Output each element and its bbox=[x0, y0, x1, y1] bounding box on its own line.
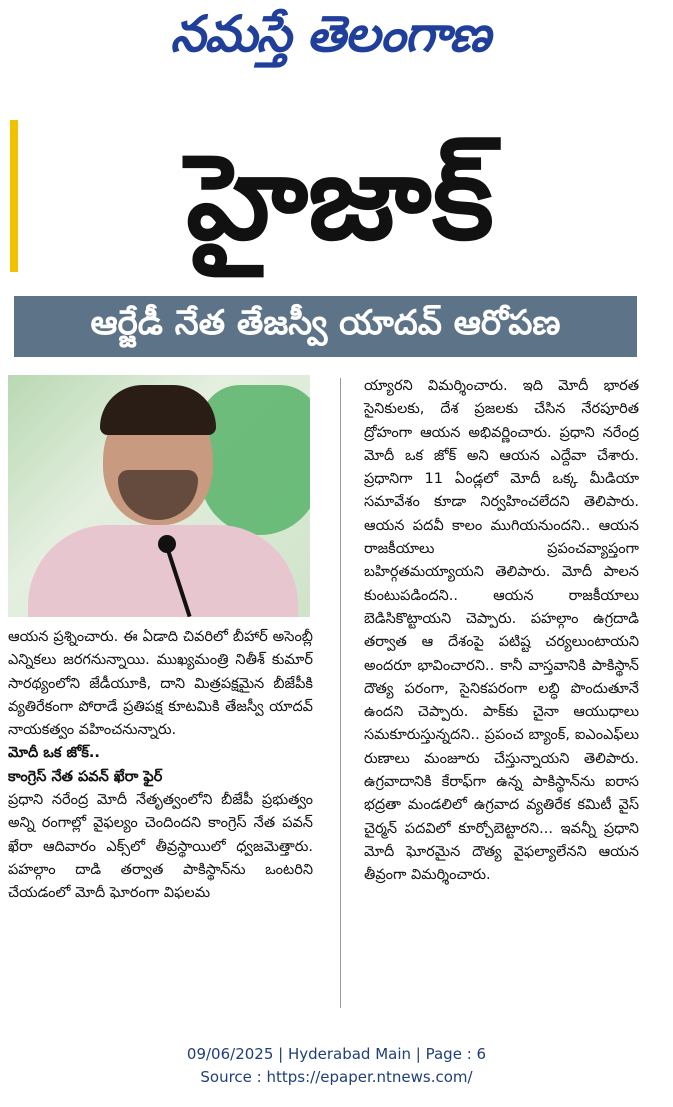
article-paragraph: య్యారని విమర్శించారు. ఇది మోదీ భారత సైనికులకు, దేశ ప్రజలకు చేసిన నేరపూరిత ద్రోహంగా ఆయన అభివర్ణించారు. ప్రధాని నరేంద్ర మోదీ ఒక జోక్ అని ఆయన ఎద్దేవా చేశారు. ప్రధానిగా 11 ఏండ్లలో మోదీ ఒక్క మీడియా సమావేశం కూడా నిర్వహించలేదని తెలిపారు. ఆయన పదవీ కాలం ముగియనుందని.. ఆయన రాజకీయాలు ప్రపంచవ్యాప్తంగా బహిర్గతమయ్యాయని తెలిపారు. మోదీ పాలన కుంటుపడిందని.. ఆయన రాజకీయాలు బెడిసికొట్టాయని చెప్పారు. పహల్గాం ఉగ్రదాడి తర్వాత ఆ దేశంపై పటిష్ట చర్యలుంటాయని అందరూ భావించారని.. కానీ వాస్తవానికి పాకిస్థాన్ దౌత్య పరంగా, సైనికపరంగా లబ్ధి పొందుతూనే ఉందని చెప్పారు. పాక్‌కు చైనా ఆయుధాలు సమకూరుస్తున్నదని.. ప్రపంచ బ్యాంక్, ఐఎంఎఫ్‌లు రుణాలు మంజూరు చేస్తున్నాయని తెలిపారు. ఉగ్రవాదానికి కేరాఫ్‌గా ఉన్న పాకిస్థాన్‌ను ఐరాస భద్రతా మండలిలో ఉగ్రవాద వ్యతిరేక కమిటీ వైస్ చైర్మన్ పదవిలో కూర్చోబెట్టారని... ఇవన్నీ ప్రధాని మోదీ ఘోరమైన దౌత్య వైఫల్యాలేనని ఆయన తీవ్రంగా విమర్శించారు. bbox=[364, 378, 639, 884]
article-subtitle: మోదీ ఒక జోక్.. bbox=[8, 745, 100, 762]
footer-source-link[interactable]: Source : https://epaper.ntnews.com/ bbox=[200, 1068, 473, 1086]
article-subtitle: కాంగ్రెస్ నేత పవన్ ఖేరా ఫైర్ bbox=[8, 768, 163, 785]
article-right-column bbox=[364, 375, 639, 888]
photo-background-hand bbox=[200, 385, 310, 535]
column-divider bbox=[340, 378, 341, 1008]
footer-edition-info: 09/06/2025 | Hyderabad Main | Page : 6 bbox=[186, 1045, 487, 1063]
microphone-icon bbox=[158, 535, 176, 553]
article-paragraph: ప్రధాని నరేంద్ర మోదీ నేతృత్వంలోని బీజేపీ ప్రభుత్వం అన్ని రంగాల్లో వైఫల్యం చెందిందని కాంగ్రెస్ నేత పవన్ ఖేరా ఆదివారం ఎక్స్‌లో తీవ్రస్థాయిలో ధ్వజమెత్తారు. పహల్గాం దాడి తర్వాత పాకిస్థాన్‌ను ఒంటరిని చేయడంలో మోదీ ఘోరంగా విఫలమ bbox=[8, 792, 313, 902]
masthead-logo: నమస్తే తెలంగాణ bbox=[170, 4, 490, 63]
news-photo bbox=[8, 375, 310, 617]
headline-accent-bar bbox=[10, 120, 18, 272]
article-left-column bbox=[8, 626, 313, 906]
headline: హైజాక్ bbox=[186, 128, 494, 266]
article-paragraph: ఆయన ప్రశ్నించారు. ఈ ఏడాది చివరిలో బీహార్ అసెంబ్లీ ఎన్నికలు జరగనున్నాయి. ముఖ్యమంత్రి నితీశ్ కుమార్ సారథ్యంలోని జేడీయూకి, దాని మిత్రపక్షమైన బీజేపీకి వ్యతిరేకంగా పోరాడే ప్రతిపక్ష కూటమికి తేజస్వీ యాదవ్ నాయకత్వం వహించనున్నారు. bbox=[8, 629, 313, 739]
subheadline: ఆర్జేడీ నేత తేజస్వీ యాదవ్ ఆరోపణ bbox=[14, 296, 637, 357]
photo-hair bbox=[100, 385, 216, 435]
